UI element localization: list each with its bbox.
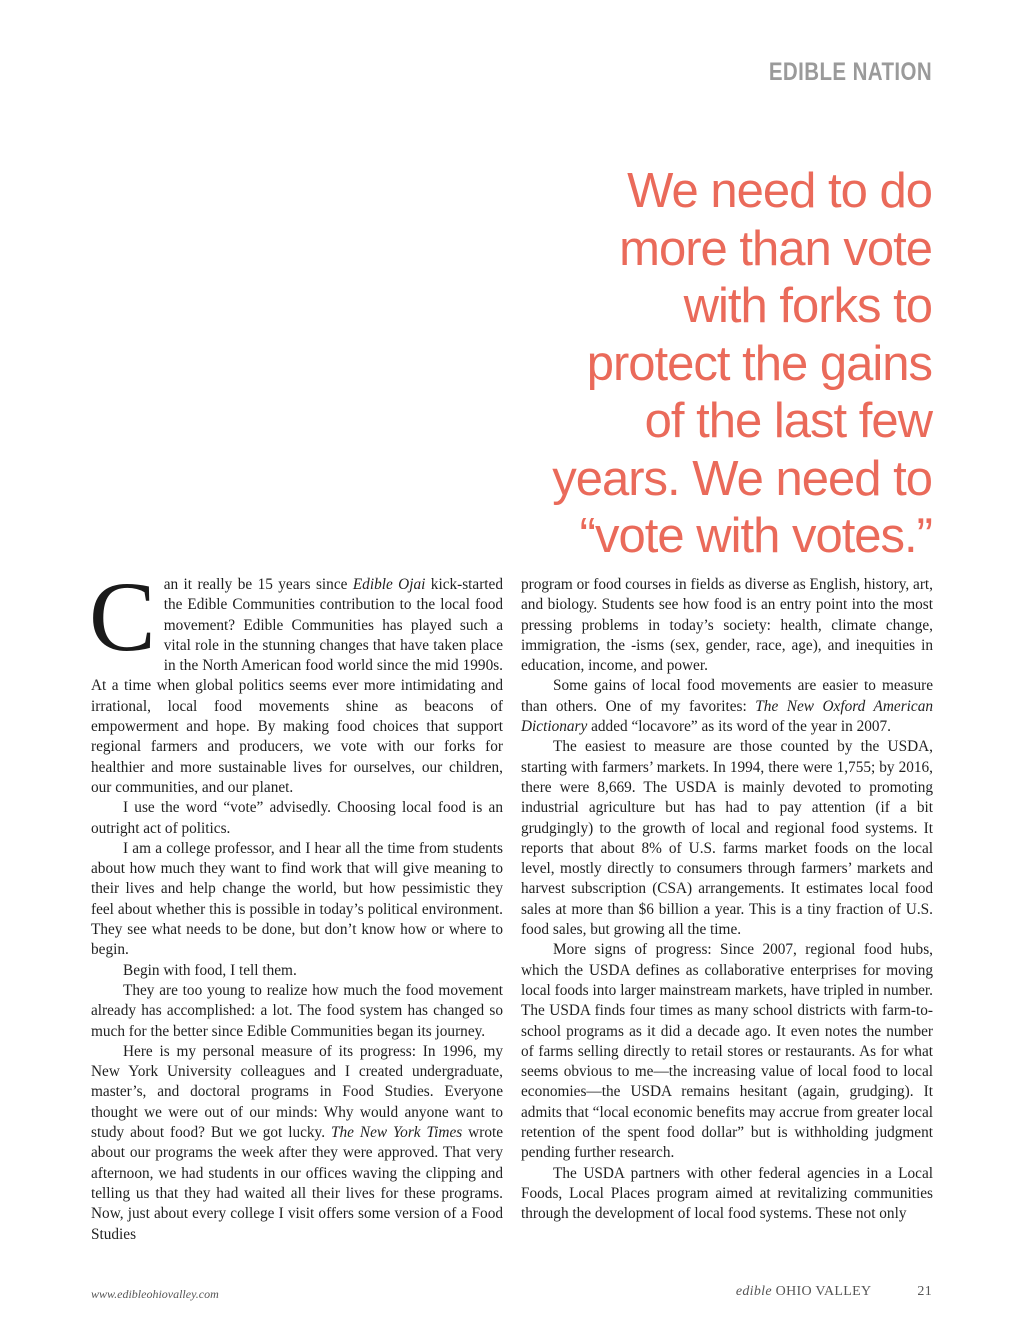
publication-title: The New Oxford American Dictionary (521, 697, 934, 736)
article-paragraph (521, 676, 933, 737)
pull-quote-line: with forks to (683, 279, 932, 333)
article-paragraph: They are too young to realize how much the food movement already has accomplished: a lot. The food system has changed so much for the better since Edible Communities began its journey. (91, 981, 503, 1040)
pull-quote (372, 163, 932, 566)
article-paragraph: I am a college professor, and I hear all the time from students about how much they want to find work that will give meaning to their lives and help change the world, but how pessimistic they feel about whether this is possible in today’s political environment. They see what needs to be done, but don’t know how or where to begin. (91, 839, 503, 959)
pull-quote-line: years. We need to (552, 451, 932, 506)
article-column-left (89, 561, 504, 1245)
pull-quote-line: of the last few (644, 394, 932, 448)
article-column-right (521, 575, 933, 1225)
article-paragraph: The easiest to measure are those counted by the USDA, starting with farmers’ markets. In 1994, there were 1,755; by 2016, there were 8,669. The USDA is mainly devoted to promoting industrial agriculture but has had to pay attention (if a bit grudgingly) to the growth of local and regional food systems. It reports that about 8% of U.S. farms market foods on the local level, mostly directly to consumers through farmers’ markets and harvest subscription (CSA) arrangements. It estimates local food sales at more than $6 billion a year. This is a tiny fraction of U.S. food sales, but growing all the time. (521, 738, 933, 939)
text-run: added “locavore” as its word of the year in 2007. (587, 718, 891, 736)
article-paragraph: Begin with food, I tell them. (123, 961, 297, 979)
pull-quote-line: protect the gains (586, 336, 932, 391)
text-run: kick-started the Edible Communities contribution to the local food movement? Edible Communities has played such a vital role in the stunning changes that have taken place in the North American food world since the mid 1990s. At a time when global politics seems ever more intimidating and irrational, local food movements shine as beacons of empowerment and hope. By making food choices that support regional farmers and producers, we vote with our forks for healthier and more sustainable lives for ourselves, our children, our communities, and our planet. (91, 576, 503, 796)
article-paragraph (89, 561, 503, 798)
pull-quote-line: more than vote (619, 221, 932, 276)
text-run: an it really be 15 years since (163, 576, 353, 593)
pull-quote-line: We need to do (627, 164, 932, 218)
article-paragraph: I use the word “vote” advisedly. Choosing local food is an outright act of politics. (91, 799, 503, 837)
article-paragraph: More signs of progress: Since 2007, regional food hubs, which the USDA defines as collaborative enterprises for moving local foods into larger mainstream markets, have tripled in number. The USDA finds four times as many school districts with farm-to-school programs as it did a decade ago. It even notes the number of farms selling directly to retail stores or restaurants. As for what seems obvious to me—the increasing value of local food to local economies—the USDA remains hesitant (again, grudging). It admits that “local economic benefits may accrue from greater local retention of the spent food dollar” but is withholding judgment pending further research. (521, 941, 933, 1162)
publication-title: The New York Times (331, 1124, 463, 1142)
footer-url: www.edibleohiovalley.com (91, 1287, 219, 1301)
article-paragraph: program or food courses in fields as diverse as English, history, art, and biology. Students see how food is an entry point into the most pressing problems in today’s society: health, climate change, immigration, the -isms (sex, gender, race, age), and inequities in education, income, and power. (521, 576, 933, 675)
publication-title: Edible Ojai (352, 576, 426, 593)
text-run: wrote about our programs the week after they were approved. That very afternoon, we had students in our offices waving the clipping and telling us that they had waited all their lives for these programs. Now, just about every college I visit offers some version of a Food Studies (91, 1124, 504, 1243)
article-paragraph: The USDA partners with other federal agencies in a Local Foods, Local Places program aimed at revitalizing communities through the development of local food systems. These not only (521, 1164, 933, 1223)
article-paragraph (91, 1042, 503, 1245)
footer-brand-italic: edible (735, 1284, 772, 1299)
page-number: 21 (917, 1284, 932, 1299)
text-run: Here is my personal measure of its progress: In 1996, my New York University colleagues and I created undergraduate, master’s, and doctoral programs in Food Studies. Everyone thought we were out of our minds: Why would anyone want to study about food? But we got lucky. (91, 1042, 503, 1142)
drop-cap: C (89, 561, 156, 672)
footer-brand-name: OHIO VALLEY (771, 1284, 872, 1299)
pull-quote-line: “vote with votes.” (579, 509, 932, 563)
footer-brand (736, 1284, 932, 1300)
section-label: EDIBLE NATION (768, 58, 932, 86)
text-run: Some gains of local food movements are easier to measure than others. One of my favorites: (521, 677, 933, 715)
